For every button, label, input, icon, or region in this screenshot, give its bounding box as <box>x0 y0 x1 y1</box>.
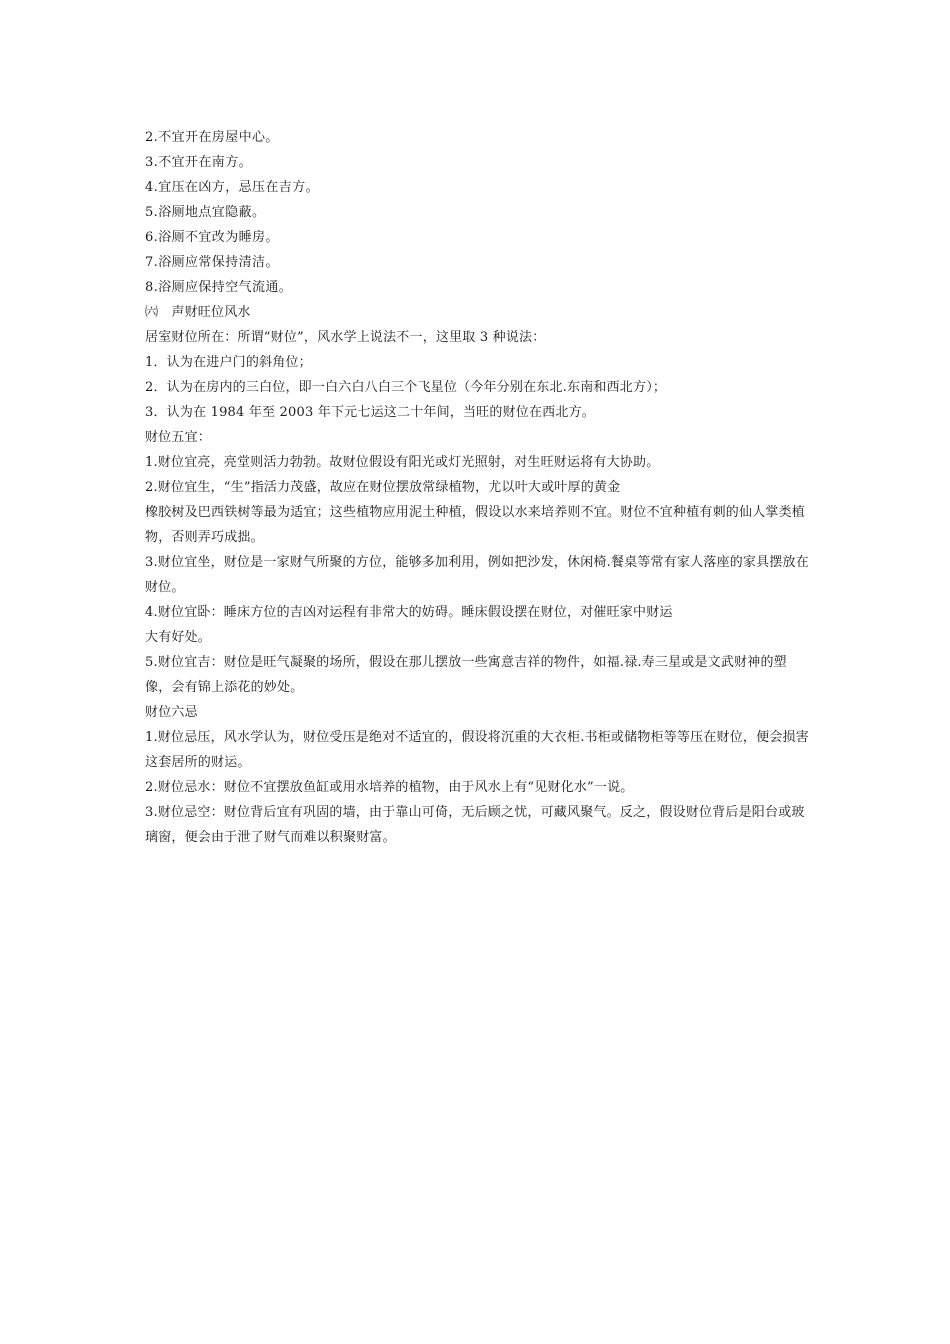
paragraph: 4.财位宜卧：睡床方位的吉凶对运程有非常大的妨碍。睡床假设摆在财位，对催旺家中财运 <box>145 605 673 620</box>
paragraph: 3．认为在 1984 年至 2003 年下元七运这二十年间，当旺的财位在西北方。 <box>145 405 595 420</box>
subheading: 财位六忌 <box>145 705 198 720</box>
paragraph: 4.宜压在凶方，忌压在吉方。 <box>145 180 320 195</box>
paragraph: 3.不宜开在南方。 <box>145 155 253 170</box>
paragraph: 2．认为在房内的三白位，即一白六白八白三个飞星位（今年分别在东北.东南和西北方）； <box>145 380 667 395</box>
paragraph: 3.财位忌空：财位背后宜有巩固的墙，由于靠山可倚，无后顾之忧，可藏风聚气。反之，假设财位背后是阳台或玻璃窗，便会由于泄了财气而难以积聚财富。 <box>145 805 805 845</box>
paragraph: 3.财位宜坐，财位是一家财气所聚的方位，能够多加利用，例如把沙发，休闲椅.餐桌等常有家人落座的家具摆放在财位。 <box>145 555 809 595</box>
paragraph: 5.浴厕地点宜隐蔽。 <box>145 205 266 220</box>
paragraph: 2.不宜开在房屋中心。 <box>145 130 279 145</box>
paragraph: 橡胶树及巴西铁树等最为适宜；这些植物应用泥土种植，假设以水来培养则不宜。财位不宜种植有刺的仙人掌类植物，否则弄巧成拙。 <box>145 505 806 545</box>
paragraph: 居室财位所在：所谓“财位”，风水学上说法不一，这里取 3 种说法： <box>145 330 546 345</box>
paragraph: 1．认为在进户门的斜角位； <box>145 355 312 370</box>
section-heading: ㈥ 声财旺位风水 <box>145 305 251 320</box>
paragraph: 1.财位宜亮，亮堂则活力勃勃。故财位假设有阳光或灯光照射，对生旺财运将有大协助。 <box>145 455 660 470</box>
subheading: 财位五宜： <box>145 430 212 445</box>
document-body <box>145 125 810 850</box>
paragraph: 7.浴厕应常保持清洁。 <box>145 255 279 270</box>
paragraph: 5.财位宜吉：财位是旺气凝聚的场所，假设在那儿摆放一些寓意吉祥的物件，如福.禄.寿三星或是文武财神的塑像，会有锦上添花的妙处。 <box>145 655 787 695</box>
paragraph: 2.财位忌水：财位不宜摆放鱼缸或用水培养的植物，由于风水上有“见财化水”一说。 <box>145 780 634 795</box>
paragraph: 2.财位宜生，“生”指活力茂盛，故应在财位摆放常绿植物，尤以叶大或叶厚的黄金 <box>145 480 621 495</box>
paragraph: 8.浴厕应保持空气流通。 <box>145 280 293 295</box>
paragraph: 大有好处。 <box>145 630 212 645</box>
paragraph: 6.浴厕不宜改为睡房。 <box>145 230 279 245</box>
paragraph: 1.财位忌压，风水学认为，财位受压是绝对不适宜的，假设将沉重的大衣柜.书柜或储物柜等等压在财位，便会损害这套居所的财运。 <box>145 730 809 770</box>
